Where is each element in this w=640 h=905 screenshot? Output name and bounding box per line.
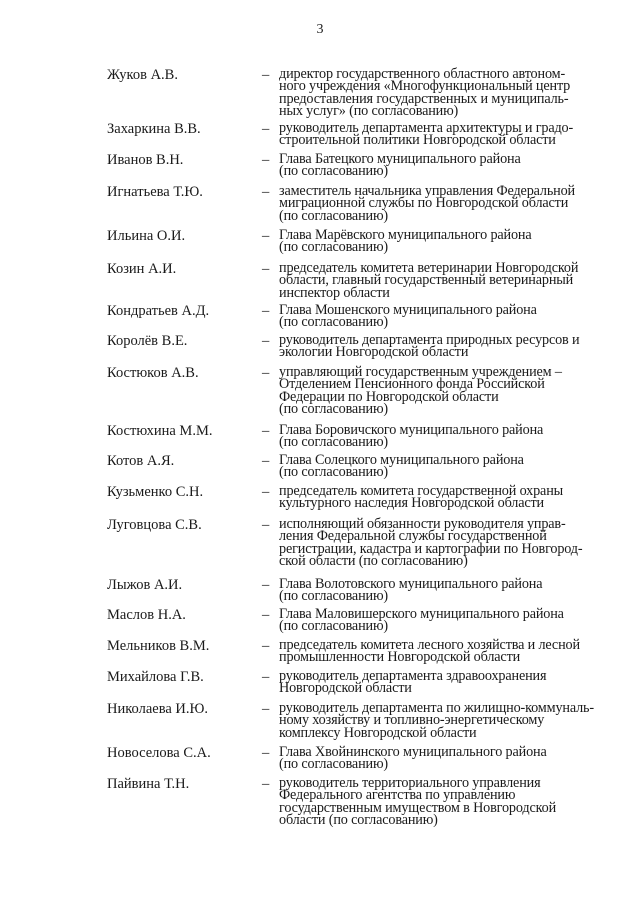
member-name: Костюхина М.М. — [107, 423, 213, 439]
position-line: Глава Солецкого муниципального района — [279, 452, 524, 468]
member-name: Лыжов А.И. — [107, 577, 183, 593]
dash-separator: – — [262, 365, 270, 381]
member-name: Костюков А.В. — [107, 365, 199, 381]
dash-separator: – — [262, 669, 270, 685]
member-position — [279, 229, 609, 254]
member-position — [279, 777, 609, 827]
member-name: Захаркина В.В. — [107, 121, 201, 137]
position-line: экологии Новгородской области — [279, 344, 469, 361]
position-line: (по согласованию) — [279, 588, 388, 605]
position-line: инспектор области — [279, 284, 390, 301]
position-line: промышленности Новгородской области — [279, 649, 521, 666]
position-line: председатель комитета ветеринарии Новгородской — [279, 260, 579, 276]
position-line: управляющий государственным учреждением – — [279, 364, 562, 380]
position-line: Глава Маловишерского муниципального района — [279, 606, 564, 622]
dash-separator: – — [262, 701, 270, 717]
position-line: директор государственного областного автоном- — [279, 66, 566, 82]
member-name: Маслов Н.А. — [107, 607, 186, 623]
member-position — [279, 578, 609, 603]
member-position — [279, 185, 609, 222]
position-line: Глава Мошенского муниципального района — [279, 302, 537, 318]
position-line: ской области (по согласованию) — [279, 553, 468, 570]
member-position — [279, 639, 609, 664]
member-name: Ильина О.И. — [107, 228, 186, 244]
dash-separator: – — [262, 261, 270, 277]
member-name: Козин А.И. — [107, 261, 177, 277]
member-name: Луговцова С.В. — [107, 517, 202, 533]
member-name: Пайвина Т.Н. — [107, 776, 190, 792]
member-name: Королёв В.Е. — [107, 333, 188, 349]
position-line: культурного наследия Новгородской области — [279, 495, 544, 512]
position-line: (по согласованию) — [279, 163, 388, 180]
position-line: (по согласованию) — [279, 756, 388, 773]
member-name: Мельников В.М. — [107, 638, 210, 654]
position-line: строительной политики Новгородской области — [279, 132, 556, 149]
dash-separator: – — [262, 453, 270, 469]
position-line: ных услуг» (по согласованию) — [279, 103, 459, 120]
position-line: Федерального агентства по управлению — [279, 787, 516, 804]
position-line: области (по согласованию) — [279, 812, 438, 829]
member-position — [279, 746, 609, 771]
member-position — [279, 68, 609, 118]
position-line: Глава Марёвского муниципального района — [279, 227, 532, 243]
position-line: (по согласованию) — [279, 401, 388, 418]
member-position — [279, 122, 609, 147]
dash-separator: – — [262, 333, 270, 349]
member-name: Жуков А.В. — [107, 67, 178, 83]
position-line: (по согласованию) — [279, 207, 388, 224]
position-line: Глава Боровичского муниципального района — [279, 422, 544, 438]
dash-separator: – — [262, 303, 270, 319]
member-position — [279, 670, 609, 695]
dash-separator: – — [262, 184, 270, 200]
position-line: ного учреждения «Многофункциональный центр — [279, 78, 571, 95]
dash-separator: – — [262, 607, 270, 623]
position-line: области, главный государственный ветеринарный — [279, 272, 574, 289]
position-line: исполняющий обязанности руководителя управ- — [279, 516, 566, 532]
member-position — [279, 366, 609, 416]
position-line: Федерации по Новгородской области — [279, 388, 499, 405]
position-line: руководитель департамента природных ресурсов и — [279, 332, 580, 348]
member-name: Николаева И.Ю. — [107, 701, 209, 717]
dash-separator: – — [262, 423, 270, 439]
dash-separator: – — [262, 484, 270, 500]
page-number: 3 — [316, 22, 324, 37]
member-position — [279, 424, 609, 449]
position-line: предоставления государственных и муниципаль- — [279, 90, 569, 107]
position-line: (по согласованию) — [279, 434, 388, 451]
position-line: заместитель начальника управления Федеральной — [279, 183, 576, 199]
position-line: руководитель департамента здравоохранения — [279, 668, 547, 684]
member-position — [279, 485, 609, 510]
dash-separator: – — [262, 745, 270, 761]
member-position — [279, 454, 609, 479]
member-position — [279, 262, 609, 299]
member-position — [279, 153, 609, 178]
dash-separator: – — [262, 517, 270, 533]
member-name: Иванов В.Н. — [107, 152, 184, 168]
position-line: руководитель территориального управления — [279, 775, 541, 791]
member-name: Кондратьев А.Д. — [107, 303, 210, 319]
position-line: Отделением Пенсионного фонда Российской — [279, 376, 545, 393]
dash-separator: – — [262, 121, 270, 137]
position-line: (по согласованию) — [279, 239, 388, 256]
member-position — [279, 334, 609, 359]
member-name: Новоселова С.А. — [107, 745, 211, 761]
member-name: Кузьменко С.Н. — [107, 484, 204, 500]
member-name: Игнатьева Т.Ю. — [107, 184, 203, 200]
dash-separator: – — [262, 638, 270, 654]
position-line: ному хозяйству и топливно-энергетическому — [279, 712, 545, 729]
member-position — [279, 304, 609, 329]
position-line: председатель комитета государственной охраны — [279, 483, 564, 499]
dash-separator: – — [262, 228, 270, 244]
position-line: ления Федеральной службы государственной — [279, 528, 547, 545]
position-line: председатель комитета лесного хозяйства и лесной — [279, 637, 580, 653]
position-line: миграционной службы по Новгородской области — [279, 195, 569, 212]
position-line: (по согласованию) — [279, 618, 388, 635]
position-line: Глава Батецкого муниципального района — [279, 151, 521, 167]
member-name: Котов А.Я. — [107, 453, 175, 469]
member-position — [279, 518, 609, 568]
position-line: (по согласованию) — [279, 314, 388, 331]
position-line: комплексу Новгородской области — [279, 724, 477, 741]
position-line: Глава Волотовского муниципального района — [279, 576, 543, 592]
position-line: (по согласованию) — [279, 464, 388, 481]
dash-separator: – — [262, 776, 270, 792]
dash-separator: – — [262, 67, 270, 83]
position-line: руководитель департамента архитектуры и градо- — [279, 120, 574, 136]
position-line: государственным имуществом в Новгородской — [279, 799, 557, 816]
position-line: регистрации, кадастра и картографии по Новгород- — [279, 540, 583, 557]
position-line: руководитель департамента по жилищно-коммуналь- — [279, 700, 594, 716]
member-position — [279, 608, 609, 633]
member-position — [279, 702, 609, 739]
dash-separator: – — [262, 152, 270, 168]
member-name: Михайлова Г.В. — [107, 669, 204, 685]
position-line: Глава Хвойнинского муниципального района — [279, 744, 547, 760]
position-line: Новгородской области — [279, 680, 412, 697]
dash-separator: – — [262, 577, 270, 593]
